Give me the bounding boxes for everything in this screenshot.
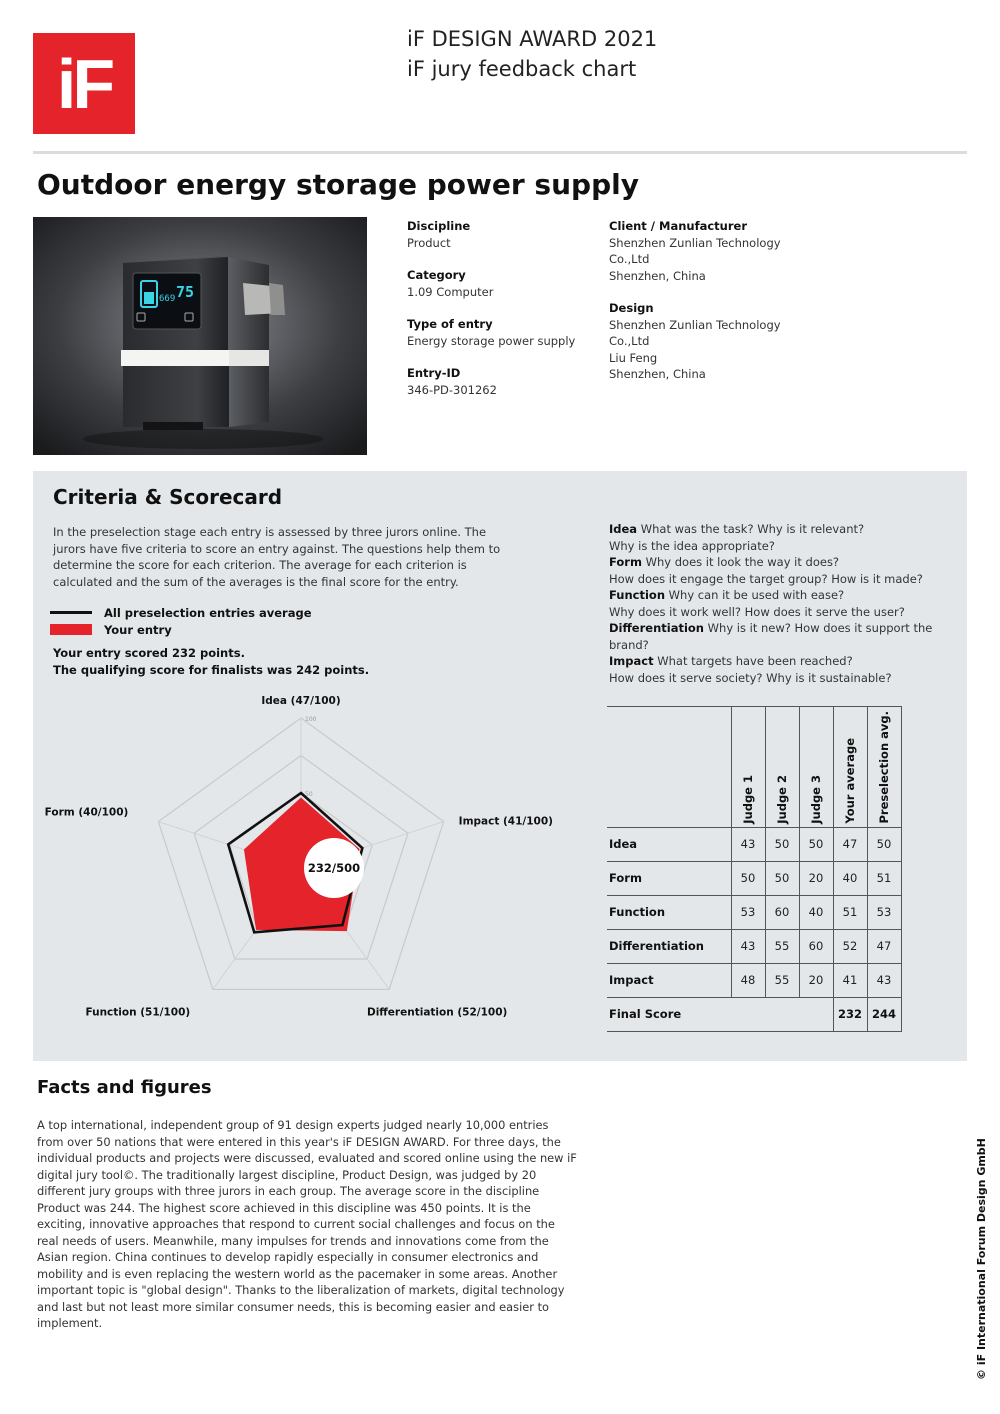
scorecard-panel [33, 471, 967, 1061]
question-text: Why does it look the way it does? [641, 555, 840, 569]
question-term: Idea [609, 522, 638, 536]
legend-item-average [50, 604, 312, 621]
final-score-row [607, 997, 901, 1031]
question-form [609, 554, 959, 571]
legend-swatch-black [50, 611, 92, 614]
client-line-2: Co.,Ltd [609, 252, 650, 266]
cell: 60 [799, 929, 833, 963]
radar-axis-label: Differentiation (52/100) [366, 1006, 508, 1019]
cell: 50 [867, 827, 901, 861]
question-term: Impact [609, 654, 654, 668]
question-differentiation [609, 620, 959, 653]
column-header: Judge 2 [775, 774, 789, 824]
question-text: Why is it new? How does it support the brand? [609, 621, 933, 652]
if-logo [33, 33, 135, 134]
copyright: © iF International Forum Design GmbH [975, 1138, 988, 1380]
cell: 50 [799, 827, 833, 861]
col-judge-2 [765, 707, 799, 828]
table-row [607, 827, 901, 861]
row-label: Differentiation [607, 929, 731, 963]
cell: 60 [765, 895, 799, 929]
cell: 40 [833, 861, 867, 895]
cell: 53 [731, 895, 765, 929]
question-form-2: How does it engage the target group? How is it made? [609, 571, 923, 586]
cell: 43 [867, 963, 901, 997]
cell-empty [799, 997, 833, 1031]
cell: 48 [731, 963, 765, 997]
cell: 20 [799, 861, 833, 895]
radar-axis-label: Impact (41/100) [458, 815, 553, 828]
chart-legend [50, 604, 312, 638]
category-label: Category [407, 268, 466, 282]
score-summary [53, 645, 369, 678]
row-label: Form [607, 861, 731, 895]
question-idea [609, 521, 959, 538]
cell-empty [731, 997, 765, 1031]
table-row [607, 929, 901, 963]
final-score-label: Final Score [607, 997, 731, 1031]
question-term: Differentiation [609, 621, 704, 635]
cell: 43 [731, 827, 765, 861]
cell: 51 [833, 895, 867, 929]
radar-axis-label: Function (51/100) [85, 1006, 191, 1019]
column-header: Preselection avg. [877, 711, 891, 824]
question-impact [609, 653, 959, 670]
table-row [607, 963, 901, 997]
cell: 50 [765, 861, 799, 895]
cell: 50 [765, 827, 799, 861]
qualifying-line: The qualifying score for finalists was 242 points. [53, 662, 370, 677]
discipline-label: Discipline [407, 219, 471, 233]
entry-meta-right [609, 218, 809, 399]
question-text: What targets have been reached? [653, 654, 853, 668]
award-subtitle: iF jury feedback chart [407, 57, 637, 81]
cell: 43 [731, 929, 765, 963]
question-term: Form [609, 555, 642, 569]
final-score-avg: 244 [867, 997, 901, 1031]
question-text: Why can it be used with ease? [665, 588, 845, 602]
col-preselection-avg [867, 707, 901, 828]
question-function [609, 587, 959, 604]
product-photo [33, 217, 367, 455]
row-label: Idea [607, 827, 731, 861]
legend-swatch-red [50, 624, 92, 635]
table-corner [607, 707, 731, 828]
entry-id-value: 346-PD-301262 [407, 382, 497, 397]
entry-id-label: Entry-ID [407, 366, 461, 380]
question-impact-2: How does it serve society? Why is it sustainable? [609, 670, 892, 685]
table-row [607, 895, 901, 929]
client-line-1: Shenzhen Zunlian Technology [609, 235, 781, 250]
question-idea-2: Why is the idea appropriate? [609, 538, 775, 553]
entry-title: Outdoor energy storage power supply [37, 168, 639, 201]
cell: 47 [833, 827, 867, 861]
col-your-average [833, 707, 867, 828]
design-line-2: Liu Feng [609, 350, 658, 365]
radar-axis-label: Idea (47/100) [261, 695, 341, 707]
final-score-your: 232 [833, 997, 867, 1031]
cell: 40 [799, 895, 833, 929]
cell: 50 [731, 861, 765, 895]
radar-axis-label: Form (40/100) [44, 806, 129, 819]
cell-empty [765, 997, 799, 1031]
cell: 52 [833, 929, 867, 963]
question-text: What was the task? Why is it relevant? [637, 522, 865, 536]
design-line-3: Shenzhen, China [609, 367, 706, 381]
row-label: Function [607, 895, 731, 929]
cell: 47 [867, 929, 901, 963]
col-judge-1 [731, 707, 765, 828]
header-divider [33, 151, 967, 154]
cell: 55 [765, 929, 799, 963]
cell: 51 [867, 861, 901, 895]
radar-chart [33, 691, 603, 1061]
category-value: 1.09 Computer [407, 284, 494, 299]
type-value: Energy storage power supply [407, 333, 576, 348]
client-label: Client / Manufacturer [609, 219, 747, 233]
radar-center-label: 232/500 [307, 861, 361, 875]
legend-item-entry [50, 621, 312, 638]
cell: 20 [799, 963, 833, 997]
discipline-value: Product [407, 235, 451, 250]
score-table [607, 706, 902, 1032]
column-header: Judge 3 [809, 774, 823, 824]
type-label: Type of entry [407, 317, 493, 331]
scored-line: Your entry scored 232 points. [53, 646, 245, 660]
cell: 41 [833, 963, 867, 997]
row-label: Impact [607, 963, 731, 997]
client-line-3: Shenzhen, China [609, 268, 706, 283]
design-label: Design [609, 301, 654, 315]
column-header: Your average [843, 737, 857, 824]
table-header-row [607, 707, 901, 828]
logo-text: iF [56, 44, 112, 123]
radar-ring-tick: 100 [305, 716, 317, 723]
criteria-questions [609, 521, 959, 686]
legend-label-average: All preselection entries average [104, 605, 312, 620]
radar-ring-tick: 50 [305, 791, 313, 798]
table-row [607, 861, 901, 895]
award-title: iF DESIGN AWARD 2021 [407, 27, 658, 51]
col-judge-3 [799, 707, 833, 828]
design-line-1: Shenzhen Zunlian Technology Co.,Ltd [609, 317, 781, 348]
legend-label-entry: Your entry [104, 622, 172, 637]
display-reading-right: 75 [176, 283, 195, 301]
question-term: Function [609, 588, 666, 602]
question-function-2: Why does it work well? How does it serve the user? [609, 604, 905, 619]
cell: 55 [765, 963, 799, 997]
cell: 53 [867, 895, 901, 929]
entry-meta-left [407, 218, 597, 414]
scorecard-intro: In the preselection stage each entry is assessed by three jurors online. The jurors have five criteria to score an entry against. The questions help them to determine the score for each criterion. The average for each criterion is calculated and the sum of the averages is the final score for the entry. [53, 525, 501, 589]
column-header: Judge 1 [741, 774, 755, 824]
facts-title: Facts and figures [37, 1077, 212, 1098]
display-reading-left: 669 [159, 294, 176, 304]
facts-text: A top international, independent group of 91 design experts judged nearly 10,000 entries from over 50 nations that were entered in this year's iF DESIGN AWARD. For three days, the individual products and projects were discussed, evaluated and scored online using the new iF digital jury tool©. The traditionally largest discipline, Product Design, was judged by 20 different jury groups with three jurors in each group. The average score in the discipline Product was 244. The highest score achieved in this discipline was 450 points. It is the exciting, innovative approaches that respond to current social challenges and focus on the real needs of users. Meanwhile, many impulses for trends and innovations come from the Asian region. China continues to develop rapidly especially in consumer electronics and mobility and is even replacing the western world as the pacemaker in some areas. Another important topic is "global design". Thanks to the liberalization of markets, digital technology and last but not least more similar consumer needs, this is becoming easier and easier to implement. [37, 1118, 577, 1330]
scorecard-title: Criteria & Scorecard [53, 485, 283, 509]
